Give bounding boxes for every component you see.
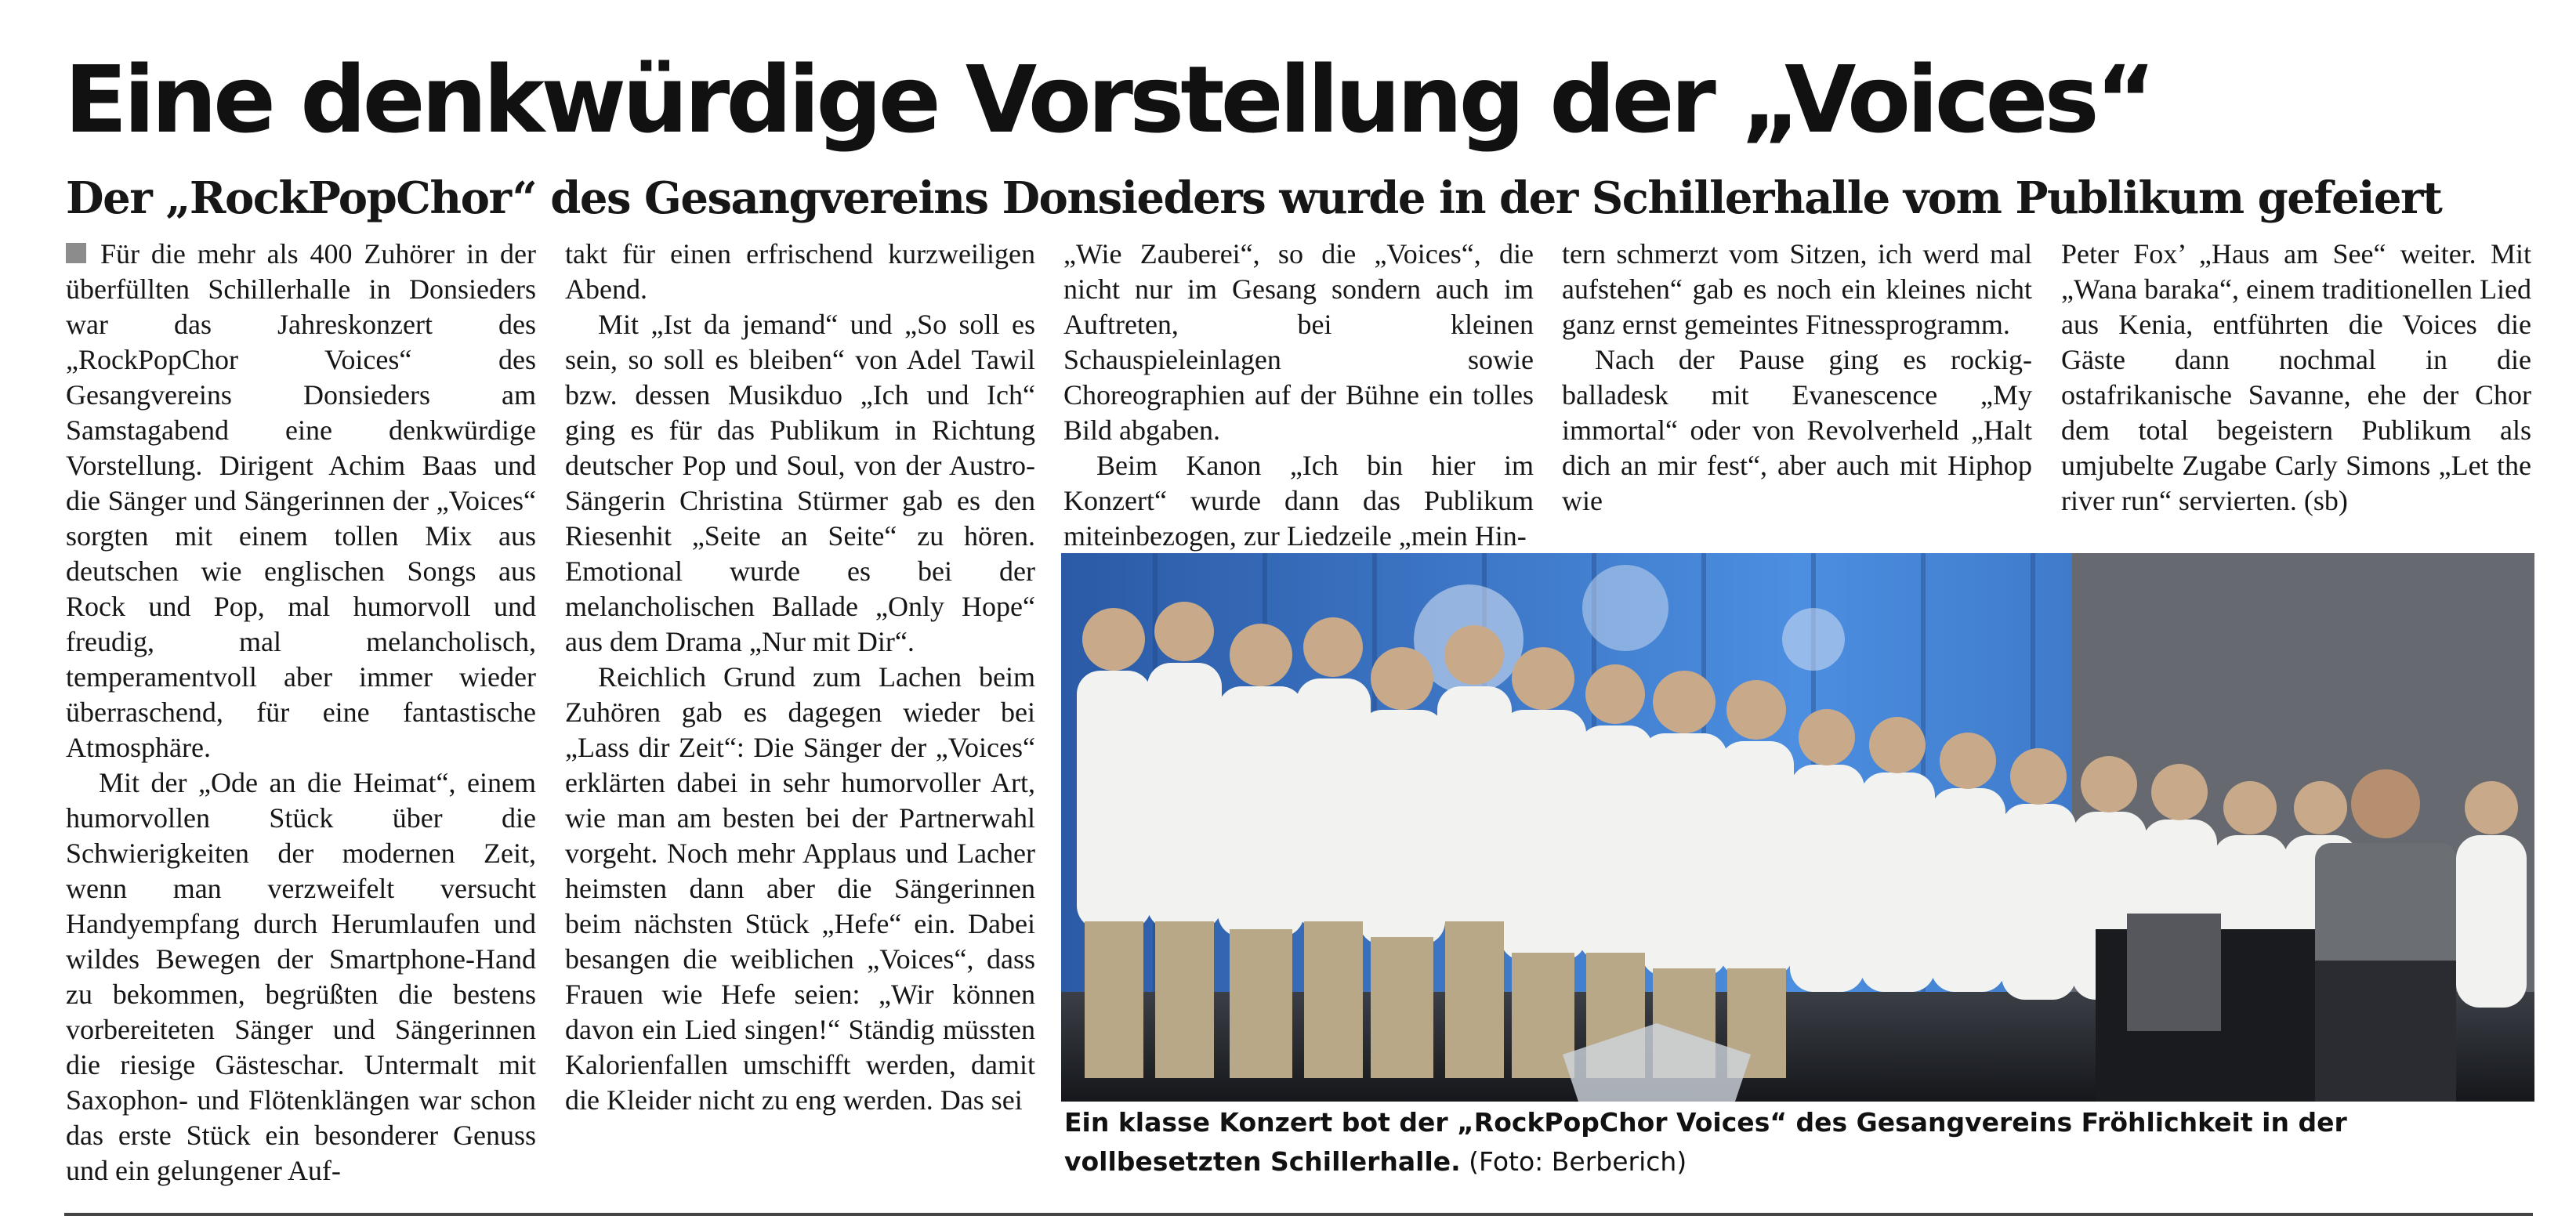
article-column-4: [1562, 237, 2032, 519]
paragraph: Beim Kanon „Ich bin hier im Konzert“ wurde dann das Publikum miteinbezogen, zur Liedzeile „mein Hin-: [1063, 450, 1534, 552]
article-start-marker: [66, 243, 86, 263]
choir-photo-illustration: [1061, 553, 2534, 1102]
paragraph: „Wie Zauberei“, so die „Voices“, die nicht nur im Gesang sondern auch im Auftreten, bei kleinen Schauspieleinlagen sowie Choreographien auf der Bühne ein tolles Bild abgaben.: [1063, 238, 1534, 446]
article-column-3: [1063, 237, 1534, 554]
paragraph-text: Für die mehr als 400 Zuhörer in der überfüllten Schillerhalle in Donsieders war das Jahreskonzert des „RockPopChor Voices“ des Gesangvereins Donsieders am Samstagabend eine denkwürdige Vorstellung. Dirigent Achim Baas und die Sänger und Sängerinnen der „Voices“ sorgten mit einem tollen Mix aus deutschen wie englischen Songs aus Rock und Pop, mal humorvoll und freudig, mal melancholisch, temperamentvoll aber immer wieder überraschend, für eine fantastische Atmosphäre.: [66, 238, 536, 763]
caption-text: Ein klasse Konzert bot der „RockPopChor Voices“ des Gesangvereins Fröhlichkeit in der vollbesetzten Schillerhalle.: [1064, 1107, 2347, 1177]
article-column-5: [2061, 237, 2531, 519]
paragraph: Mit „Ist da jemand“ und „So soll es sein, so soll es bleiben“ von Adel Tawil bzw. dessen Musikduo „Ich und Ich“ ging es für das Publikum in Richtung deutscher Pop und Soul, von der Austro-Sängerin Christina Stürmer gab es den Riesenhit „Seite an Seite“ zu hören. Emotional wurde es bei der melancholischen Ballade „Only Hope“ aus dem Drama „Nur mit Dir“.: [565, 309, 1035, 657]
paragraph: takt für einen erfrischend kurzweiligen Abend.: [565, 238, 1035, 305]
article-column-1: [66, 237, 536, 1189]
photo-caption: [1064, 1103, 2538, 1181]
bottom-rule: [64, 1213, 2533, 1216]
paragraph: Mit der „Ode an die Heimat“, einem humorvollen Stück über die Schwierigkeiten der modernen Zeit, wenn man verzweifelt versucht Handyempfang durch Herumlaufen und wildes Bewegen der Smartphone-Hand zu bekommen, begrüßten die bestens vorbereiteten Sänger und Sängerinnen die riesige Gästeschar. Untermalt mit Saxophon- und Flötenklängen war schon das erste Stück ein besonderer Genuss und ein gelungener Auf-: [66, 767, 536, 1186]
article-column-2: [565, 237, 1035, 1118]
paragraph: [66, 237, 536, 765]
subheadline: Der „RockPopChor“ des Gesangvereins Donsieders wurde in der Schillerhalle vom Publikum gefeiert: [66, 172, 2442, 224]
paragraph: Peter Fox’ „Haus am See“ weiter. Mit „Wana baraka“, einem traditionellen Lied aus Kenia, entführten die Voices die Gäste dann nochmal in die ostafrikanische Savanne, ehe der Chor dem total begeistern Publikum als umjubelte Zugabe Carly Simons „Let the river run“ servierten. (sb): [2061, 238, 2531, 516]
headline: Eine denkwürdige Vorstellung der „Voices“: [64, 45, 2153, 154]
photo-credit: (Foto: Berberich): [1469, 1146, 1687, 1177]
choir-photo: [1061, 553, 2534, 1102]
paragraph: tern schmerzt vom Sitzen, ich werd mal aufstehen“ gab es noch ein kleines nicht ganz ernst gemeintes Fitnessprogramm.: [1562, 238, 2032, 340]
paragraph: Reichlich Grund zum Lachen beim Zuhören gab es dagegen wieder bei „Lass dir Zeit“: Die Sänger der „Voices“ erklärten dabei in sehr humorvoller Art, wie man am besten bei der Partnerwahl vorgeht. Noch mehr Applaus und Lacher heimsten dann aber die Sängerinnen beim nächsten Stück „Hefe“ ein. Dabei besangen die weiblichen „Voices“, dass Frauen wie Hefe seien: „Wir können davon ein Lied singen!“ Ständig müssten Kalorienfallen umschifft werden, damit die Kleider nicht zu eng werden. Das sei: [565, 661, 1035, 1116]
paragraph: Nach der Pause ging es rockig-balladesk mit Evanescence „My immortal“ oder von Revolverheld „Halt dich an mir fest“, aber auch mit Hiphop wie: [1562, 344, 2032, 516]
